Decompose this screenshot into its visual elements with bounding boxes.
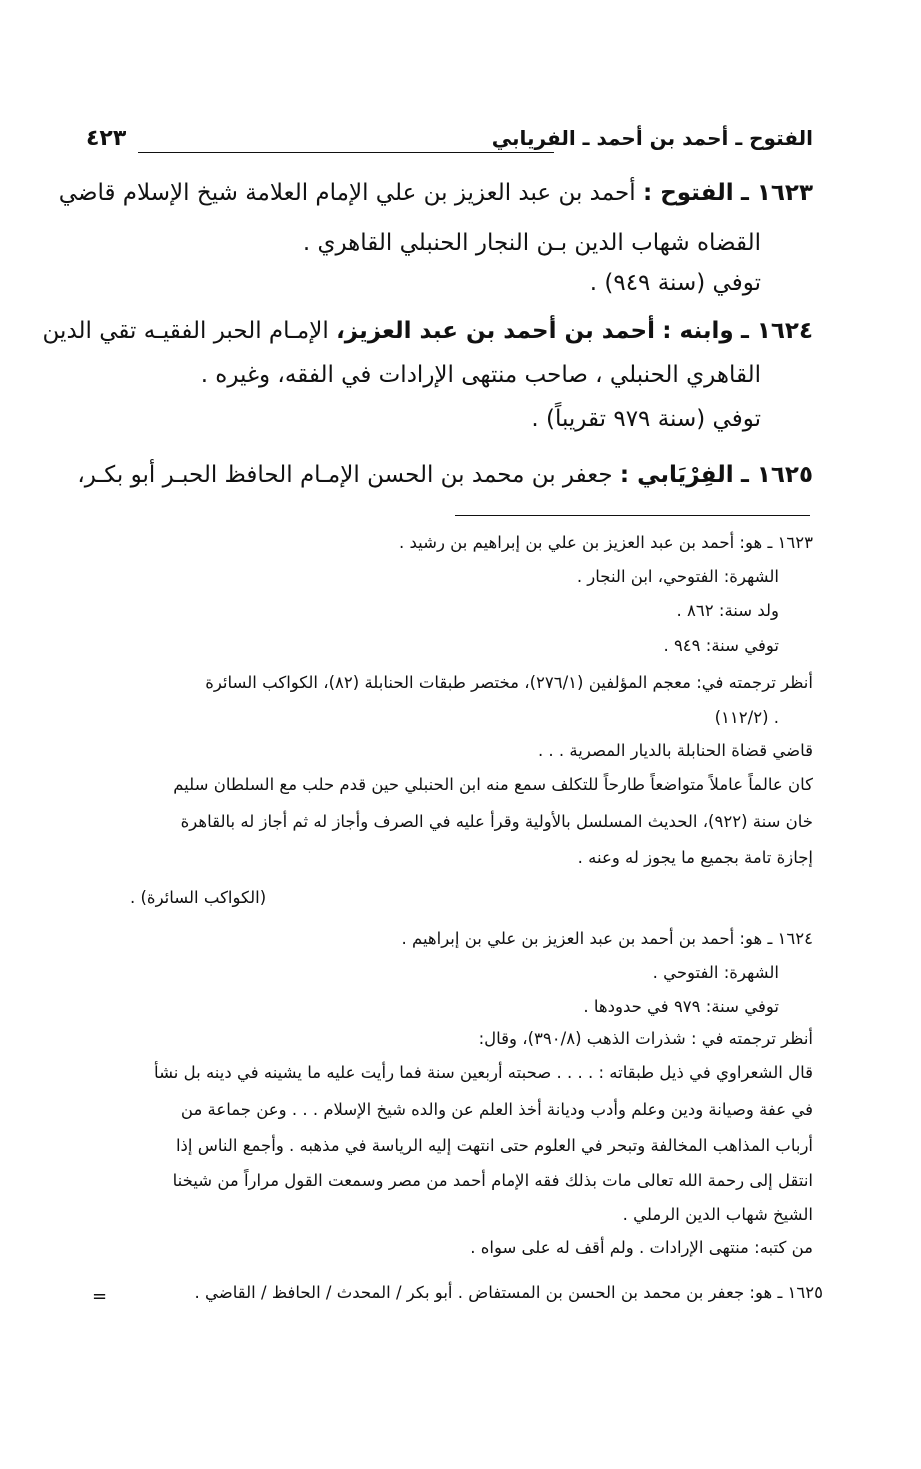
page-number: ٤٢٣ [86,126,127,151]
footnote-1623-quote-1: كان عالماً عاملاً متواضعاً طارحاً للتكلف سمع منه ابن الحنبلي حين قدم حلب مع السلطان سليم [173,775,813,794]
entry-number: ١٦٢٥ ـ [740,462,813,488]
running-header-title: الفتوح ـ أحمد بن أحمد ـ الفريابي [491,126,813,150]
entry-number: ١٦٢٣ ـ [740,180,813,206]
footnote-1624-books: من كتبه: منتهى الإرادات . ولم أقف له على سواه . [470,1238,813,1257]
entry-text: الإمـام الحبر الفقيـه تقي الدين [42,318,329,344]
entry-1623-death: توفي (سنة ٩٤٩) . [589,270,761,296]
footnote-1623-quote-3: إجازة تامة بجميع ما يجوز له وعنه . [577,848,813,867]
footnote-1624-quote-3: أرباب المذاهب المخالفة وتبحر في العلوم حتى انتهت إليه الرياسة في مذهبه . وأجمع الناس إذا [175,1136,813,1155]
footnote-1624-refs: أنظر ترجمته في : شذرات الذهب (٣٩٠/٨)، وقال: [478,1029,813,1048]
footnote-1624-quote-4: انتقل إلى رحمة الله تعالى مات بذلك فقه الإمام أحمد من مصر وسمعت القول مراراً من شيخنا [172,1171,813,1190]
footnote-1623-refs-2: (١١٢/٢) . [714,708,779,727]
entry-text: جعفر بن محمد بن الحسن الإمـام الحافظ الحبـر أبو بكـر، [77,462,613,488]
footnote-1624-died: توفي سنة: ٩٧٩ في حدودها . [583,997,779,1016]
footnote-1624-quote-2: في عفة وصيانة ودين وعلم وأدب وديانة أخذ العلم عن والده شيخ الإسلام . . . وعن جماعة من [180,1100,813,1119]
entry-label: وابنه : [662,318,734,344]
footnote-1624-fame: الشهرة: الفتوحي . [652,963,779,982]
footnote-1623-died: توفي سنة: ٩٤٩ . [663,636,779,655]
footnote-1624-quote-5: الشيخ شهاب الدين الرملي . [622,1205,813,1224]
footnote-1623-judge: قاضي قضاة الحنابلة بالديار المصرية . . . [537,741,813,760]
footnote-1623-born: ولد سنة: ٨٦٢ . [676,601,779,620]
footnote-1623-intro: ١٦٢٣ ـ هو: أحمد بن عبد العزيز بن علي بن إبراهيم بن رشيد . [399,533,813,552]
entry-1624-line-1 [43,318,813,344]
header-rule [138,152,554,153]
footnote-1624-quote-1: قال الشعراوي في ذيل طبقاته : . . . . صحبته أربعين سنة فما رأيت عليه ما يشينه في دينه بل نشأ [154,1063,813,1082]
entry-text: أحمد بن عبد العزيز بن علي الإمام العلامة شيخ الإسلام قاضي [58,180,636,206]
footnote-separator [455,515,810,516]
footnote-1623-quote-2: خان سنة (٩٢٢)، الحديث المسلسل بالأولية وقرأ عليه في الصرف وأجاز له ثم أجاز له بالقاهرة [180,812,813,831]
footnote-1623-source: (الكواكب السائرة) . [130,888,267,907]
entry-name: أحمد بن أحمد بن عبد العزيز، [336,318,655,344]
entry-1623-line-1 [59,180,813,206]
entry-1624-line-2: القاهري الحنبلي ، صاحب منتهى الإرادات في الفقه، وغيره . [200,362,761,388]
entry-number: ١٦٢٤ ـ [740,318,813,344]
footnote-1625-intro: ١٦٢٥ ـ هو: جعفر بن محمد بن الحسن بن المستفاض . أبو بكر / المحدث / الحافظ / القاضي . [194,1283,823,1302]
entry-1625-line-1 [77,462,813,488]
continuation-mark: = [92,1286,108,1307]
footnote-1624-intro: ١٦٢٤ ـ هو: أحمد بن أحمد بن عبد العزيز بن علي بن إبراهيم . [401,929,813,948]
entry-1623-line-2: القضاه شهاب الدين بـن النجار الحنبلي القاهري . [302,230,761,256]
entry-label: الفتوح : [642,180,734,206]
footnote-1623-fame: الشهرة: الفتوحي، ابن النجار . [576,567,779,586]
entry-1624-death: توفي (سنة ٩٧٩ تقريباً) . [531,406,761,432]
footnote-1623-refs-1: أنظر ترجمته في: معجم المؤلفين (٢٧٦/١)، مختصر طبقات الحنابلة (٨٢)، الكواكب السائرة [205,673,813,692]
entry-label: الفِرْيَابي : [619,462,734,488]
